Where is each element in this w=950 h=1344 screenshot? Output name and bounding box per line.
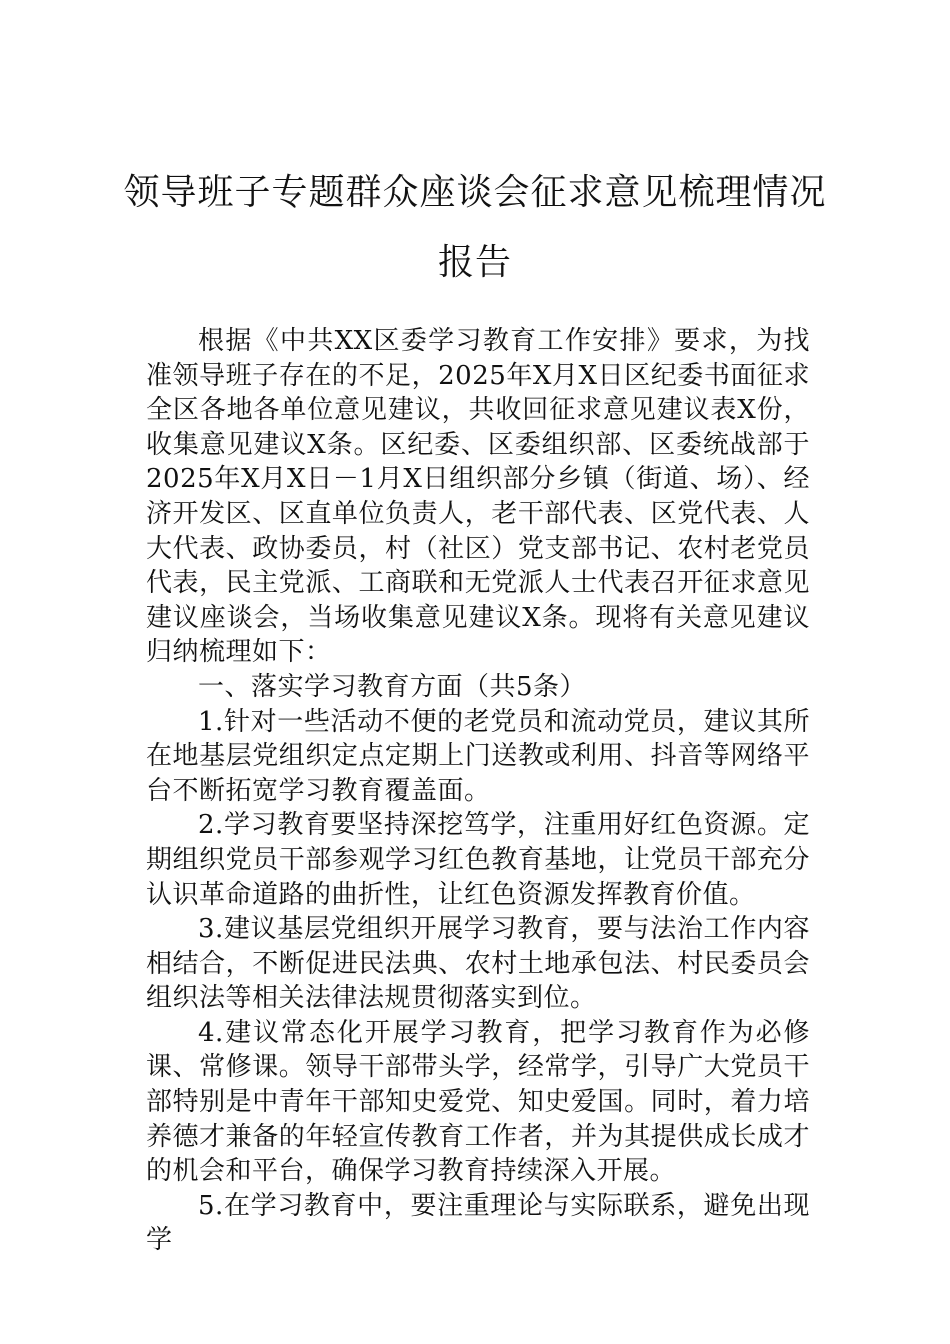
document-body — [146, 324, 810, 1258]
list-item: 5.在学习教育中，要注重理论与实际联系，避免出现学 — [146, 1190, 810, 1256]
list-item: 1.针对一些活动不便的老党员和流动党员，建议其所在地基层党组织定点定期上门送教或利用、抖音等网络平台不断拓宽学习教育覆盖面。 — [146, 706, 810, 806]
section-heading: 一、落实学习教育方面（共5条） — [198, 671, 587, 702]
list-item: 2.学习教育要坚持深挖笃学，注重用好红色资源。定期组织党员干部参观学习红色教育基地，让党员干部充分认识革命道路的曲折性，让红色资源发挥教育价值。 — [146, 810, 810, 910]
list-item: 3.建议基层党组织开展学习教育，要与法治工作内容相结合，不断促进民法典、农村土地承包法、村民委员会组织法等相关法律法规贯彻落实到位。 — [146, 914, 810, 1014]
document-title: 领导班子专题群众座谈会征求意见梳理情况报告 — [123, 172, 827, 283]
intro-paragraph: 根据《中共XX区委学习教育工作安排》要求，为找准领导班子存在的不足，2025年X月X日区纪委书面征求全区各地各单位意见建议，共收回征求意见建议表X份，收集意见建议X条。区纪委、区委组织部、区委统战部于2025年X月X日－1月X日组织部分乡镇（街道、场）、经济开发区、区直单位负责人，老干部代表、区党代表、人大代表、政协委员，村（社区）党支部书记、农村老党员代表，民主党派、工商联和无党派人士代表召开征求意见建议座谈会，当场收集意见建议X条。现将有关意见建议归纳梳理如下： — [146, 326, 810, 668]
list-item: 4.建议常态化开展学习教育，把学习教育作为必修课、常修课。领导干部带头学，经常学，引导广大党员干部特别是中青年干部知史爱党、知史爱国。同时，着力培养德才兼备的年轻宣传教育工作者，并为其提供成长成才的机会和平台，确保学习教育持续深入开展。 — [146, 1017, 810, 1187]
